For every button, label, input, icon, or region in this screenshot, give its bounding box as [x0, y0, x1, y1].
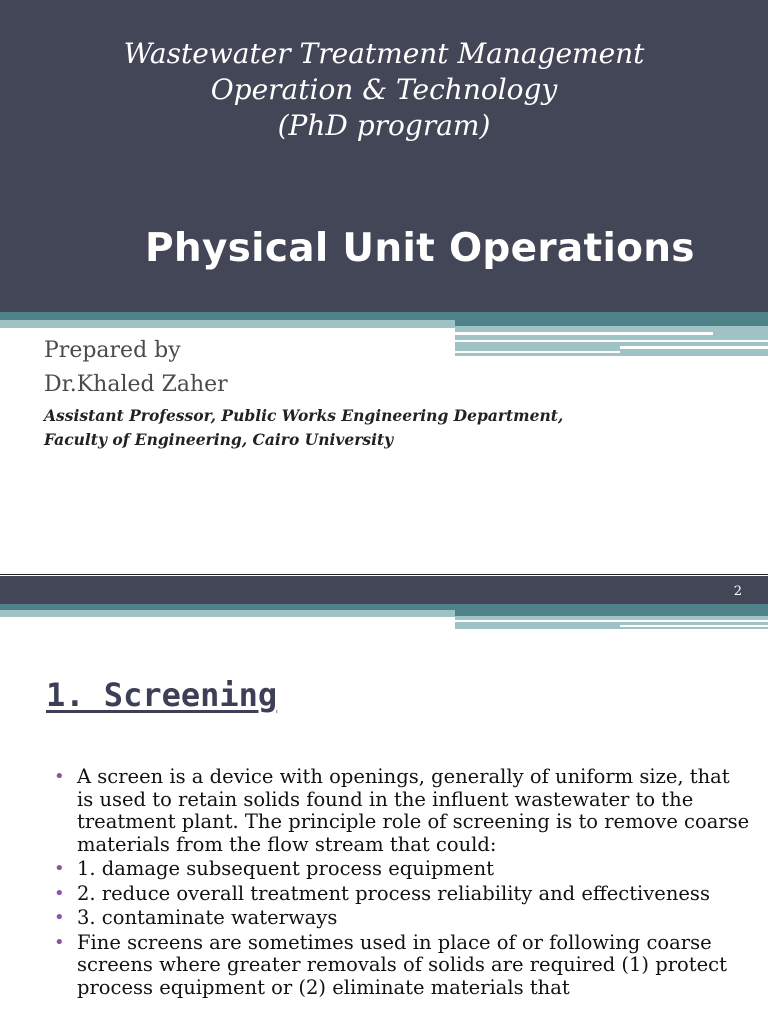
bullet-item: • A screen is a device with openings, generally of uniform size, that is used to retain solids found in the influent wastewater to the treatment plant. The principle role of screening is to remove coarse materials from the flow stream that could: — [52, 766, 752, 856]
course-line-2: Operation & Technology — [210, 73, 558, 106]
author-name: Dr.Khaled Zaher — [44, 372, 228, 397]
stripe-light-left-2 — [0, 610, 455, 617]
bullet-item: • 1. damage subsequent process equipment — [52, 858, 752, 881]
course-title — [0, 36, 768, 144]
stripe-white-3 — [620, 346, 768, 349]
stripe-white-1 — [455, 332, 713, 335]
bullet-list — [52, 766, 752, 1001]
stripe-light-left — [0, 320, 455, 328]
prepared-by: Prepared by — [44, 338, 181, 363]
slide-title: Physical Unit Operations — [145, 226, 695, 271]
affiliation-line-1: Assistant Professor, Public Works Engineering Department, — [44, 406, 564, 425]
content-slide — [0, 576, 768, 1024]
stripe-light-right-2 — [455, 616, 768, 629]
section-title: 1. Screening — [46, 676, 278, 714]
bullet-item: • Fine screens are sometimes used in place of or following coarse screens where greater removals of solids are required (1) protect process equipment or (2) eliminate materials that — [52, 932, 752, 1000]
course-line-1: Wastewater Treatment Management — [123, 37, 645, 70]
stripe-white-2b — [620, 625, 768, 627]
stripe-white-2a — [455, 620, 768, 622]
bullet-item: • 2. reduce overall treatment process reliability and effectiveness — [52, 883, 752, 906]
bullet-item: • 3. contaminate waterways — [52, 907, 752, 930]
course-line-3: (PhD program) — [277, 109, 491, 142]
page-number: 2 — [733, 584, 742, 599]
affiliation-line-2: Faculty of Engineering, Cairo University — [44, 430, 394, 449]
header-band-2 — [0, 576, 768, 604]
stripe-white-2 — [455, 340, 768, 342]
stripe-white-4 — [455, 351, 620, 353]
